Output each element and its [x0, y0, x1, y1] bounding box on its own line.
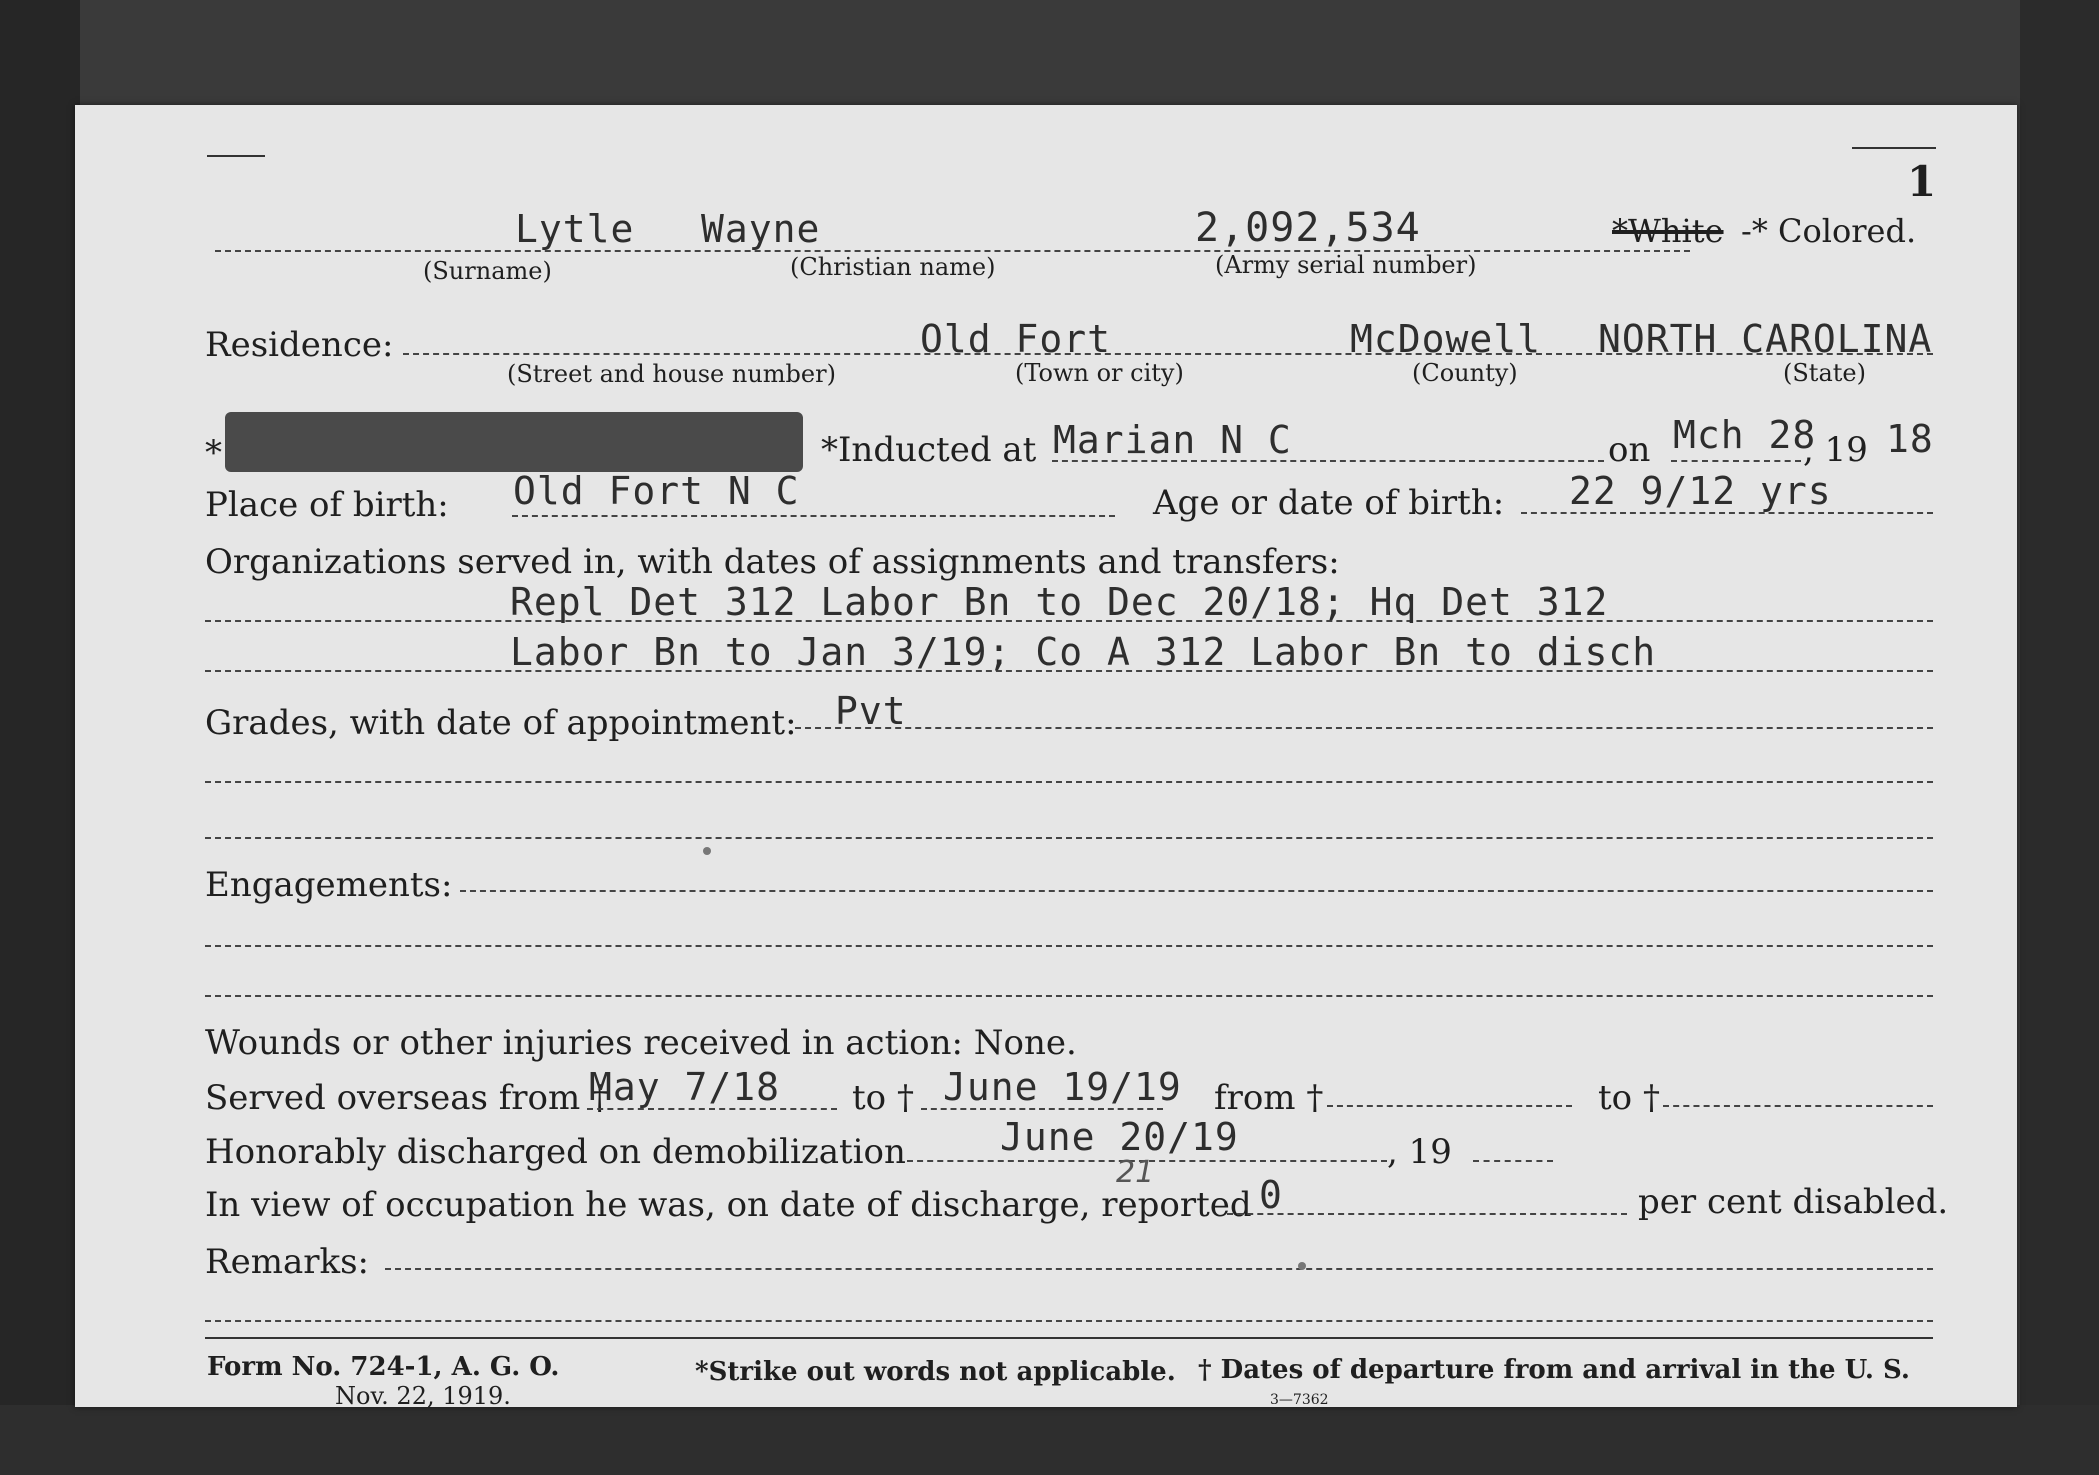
induction-year: 18: [1886, 417, 1934, 461]
redaction-mark: [225, 412, 803, 472]
grades-line-3: [205, 837, 1933, 839]
inducted-place: Marian N C: [1053, 418, 1292, 462]
remarks-line-1: [385, 1268, 1933, 1270]
organizations-line-1: Repl Det 312 Labor Bn to Dec 20/18; Hq Det 312: [510, 580, 1609, 624]
grades-line: [795, 727, 1933, 729]
induction-star: *: [205, 433, 222, 473]
disability-suffix: per cent disabled.: [1638, 1182, 1949, 1222]
disability-label: In view of occupation he was, on date of discharge, reported: [205, 1185, 1252, 1225]
inducted-label: *Inducted at: [821, 430, 1037, 470]
footer-rule: [205, 1337, 1933, 1339]
ink-speck-2: [1298, 1262, 1306, 1270]
residence-state: NORTH CAROLINA: [1598, 317, 1933, 361]
age-value: 22 9/12 yrs: [1569, 469, 1832, 513]
race-white: *White: [1612, 212, 1724, 250]
state-caption: (State): [1783, 359, 1866, 387]
scan-border-left: [0, 0, 80, 1475]
on-label: on: [1608, 430, 1651, 470]
wounds-text: Wounds or other injuries received in action: None.: [205, 1023, 1077, 1063]
organizations-label: Organizations served in, with dates of assignments and transfers:: [205, 542, 1340, 582]
disability-line: [1227, 1213, 1627, 1215]
service-record-card: [75, 105, 2017, 1410]
discharge-year-label: , 19: [1387, 1132, 1452, 1172]
scan-border-bottom: [0, 1405, 2099, 1475]
print-code: 3—7362: [1270, 1392, 1329, 1408]
overseas-to2-line: [1663, 1105, 1933, 1107]
remarks-label: Remarks:: [205, 1242, 369, 1282]
dates-note: † Dates of departure from and arrival in the U. S.: [1198, 1355, 1910, 1385]
county-caption: (County): [1412, 359, 1518, 387]
place-of-birth-label: Place of birth:: [205, 485, 449, 525]
christian-name-value: Wayne: [701, 207, 821, 251]
disability-value: 0: [1259, 1173, 1283, 1217]
surname-caption: (Surname): [423, 257, 552, 285]
organizations-line-2: Labor Bn to Jan 3/19; Co A 312 Labor Bn to disch: [510, 630, 1657, 674]
engagements-line-1: [460, 890, 1933, 892]
discharge-correction: 21: [1116, 1155, 1155, 1190]
engagements-line-2: [205, 945, 1933, 947]
grades-label: Grades, with date of appointment:: [205, 703, 797, 743]
residence-label: Residence:: [205, 325, 394, 365]
discharge-year-line: [1473, 1160, 1553, 1162]
form-number: Form No. 724-1, A. G. O.: [207, 1352, 560, 1382]
top-right-rule: [1852, 147, 1936, 149]
place-of-birth-value: Old Fort N C: [513, 469, 800, 513]
grades-value: Pvt: [835, 689, 907, 733]
strike-note: *Strike out words not applicable.: [695, 1357, 1176, 1387]
race-colored: -* Colored.: [1741, 212, 1917, 250]
serial-number-caption: (Army serial number): [1215, 251, 1477, 279]
discharge-date: June 20/19: [1000, 1115, 1239, 1159]
overseas-from-value: May 7/18: [589, 1065, 781, 1109]
serial-number-value: 2,092,534: [1195, 205, 1421, 251]
top-left-rule: [207, 155, 265, 157]
christian-name-caption: (Christian name): [790, 253, 996, 281]
overseas-to2-label: to †: [1598, 1078, 1660, 1118]
discharge-label: Honorably discharged on demobilization: [205, 1132, 906, 1172]
remarks-line-2: [205, 1320, 1933, 1322]
year-prefix: , 19: [1803, 430, 1868, 470]
overseas-from2-line: [1327, 1105, 1572, 1107]
grades-line-2: [205, 781, 1933, 783]
residence-town: Old Fort: [920, 317, 1112, 361]
ink-speck: [703, 847, 711, 855]
overseas-to-label: to †: [852, 1078, 914, 1118]
card-number: 1: [1907, 157, 1937, 206]
birth-place-line: [512, 515, 1115, 517]
scan-border-right: [2020, 0, 2099, 1475]
residence-county: McDowell: [1350, 317, 1542, 361]
surname-value: Lytle: [515, 207, 635, 251]
overseas-to-value: June 19/19: [943, 1065, 1182, 1109]
age-label: Age or date of birth:: [1153, 483, 1505, 523]
induction-date: Mch 28: [1673, 413, 1817, 457]
engagements-label: Engagements:: [205, 865, 453, 905]
induction-date-line: [1671, 460, 1801, 462]
overseas-from2-label: from †: [1214, 1078, 1324, 1118]
engagements-line-3: [205, 995, 1933, 997]
served-overseas-label: Served overseas from †: [205, 1078, 609, 1118]
street-caption: (Street and house number): [507, 360, 836, 388]
town-caption: (Town or city): [1015, 359, 1184, 387]
form-date: Nov. 22, 1919.: [335, 1382, 511, 1410]
